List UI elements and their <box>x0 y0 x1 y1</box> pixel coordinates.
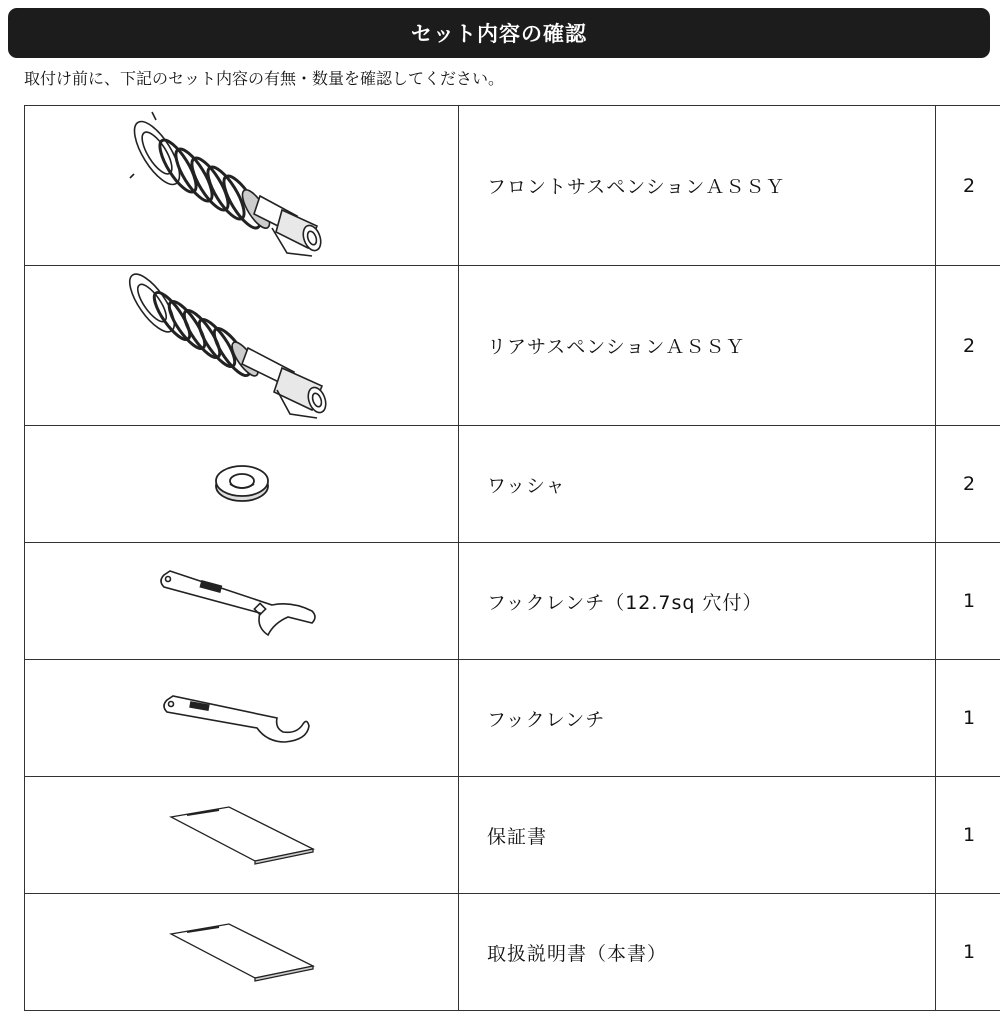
section-title: セット内容の確認 <box>411 22 587 46</box>
table-row <box>25 266 1000 426</box>
image-cell <box>25 106 459 266</box>
item-quantity: 2 <box>936 266 1000 426</box>
item-name: フックレンチ（12.7sq 穴付） <box>459 543 936 660</box>
item-name: フロントサスペンションＡＳＳＹ <box>459 106 936 266</box>
image-cell <box>25 543 459 660</box>
parts-table <box>24 105 1000 1011</box>
intro-text: 取付け前に、下記のセット内容の有無・数量を確認してください。 <box>24 69 505 88</box>
image-cell <box>25 426 459 543</box>
front-suspension-illustration <box>112 108 372 263</box>
washer-illustration <box>202 459 282 509</box>
rear-suspension-illustration <box>112 268 372 423</box>
item-quantity: 1 <box>936 543 1000 660</box>
item-name: フックレンチ <box>459 660 936 777</box>
item-quantity: 2 <box>936 426 1000 543</box>
image-cell <box>25 894 459 1011</box>
item-name: ワッシャ <box>459 426 936 543</box>
item-quantity: 2 <box>936 106 1000 266</box>
table-row <box>25 106 1000 266</box>
table-row <box>25 894 1000 1011</box>
item-name: 取扱説明書（本書） <box>459 894 936 1011</box>
table-row <box>25 426 1000 543</box>
warranty-document-illustration <box>167 805 317 865</box>
hook-wrench-square-hole-illustration <box>152 561 332 641</box>
item-quantity: 1 <box>936 894 1000 1011</box>
item-name: 保証書 <box>459 777 936 894</box>
hook-wrench-illustration <box>157 688 327 748</box>
image-cell <box>25 266 459 426</box>
manual-document-illustration <box>167 922 317 982</box>
image-cell <box>25 660 459 777</box>
table-row <box>25 660 1000 777</box>
image-cell <box>25 777 459 894</box>
table-row <box>25 543 1000 660</box>
table-row <box>25 777 1000 894</box>
item-quantity: 1 <box>936 660 1000 777</box>
item-name: リアサスペンションＡＳＳＹ <box>459 266 936 426</box>
item-quantity: 1 <box>936 777 1000 894</box>
section-header <box>8 8 990 58</box>
